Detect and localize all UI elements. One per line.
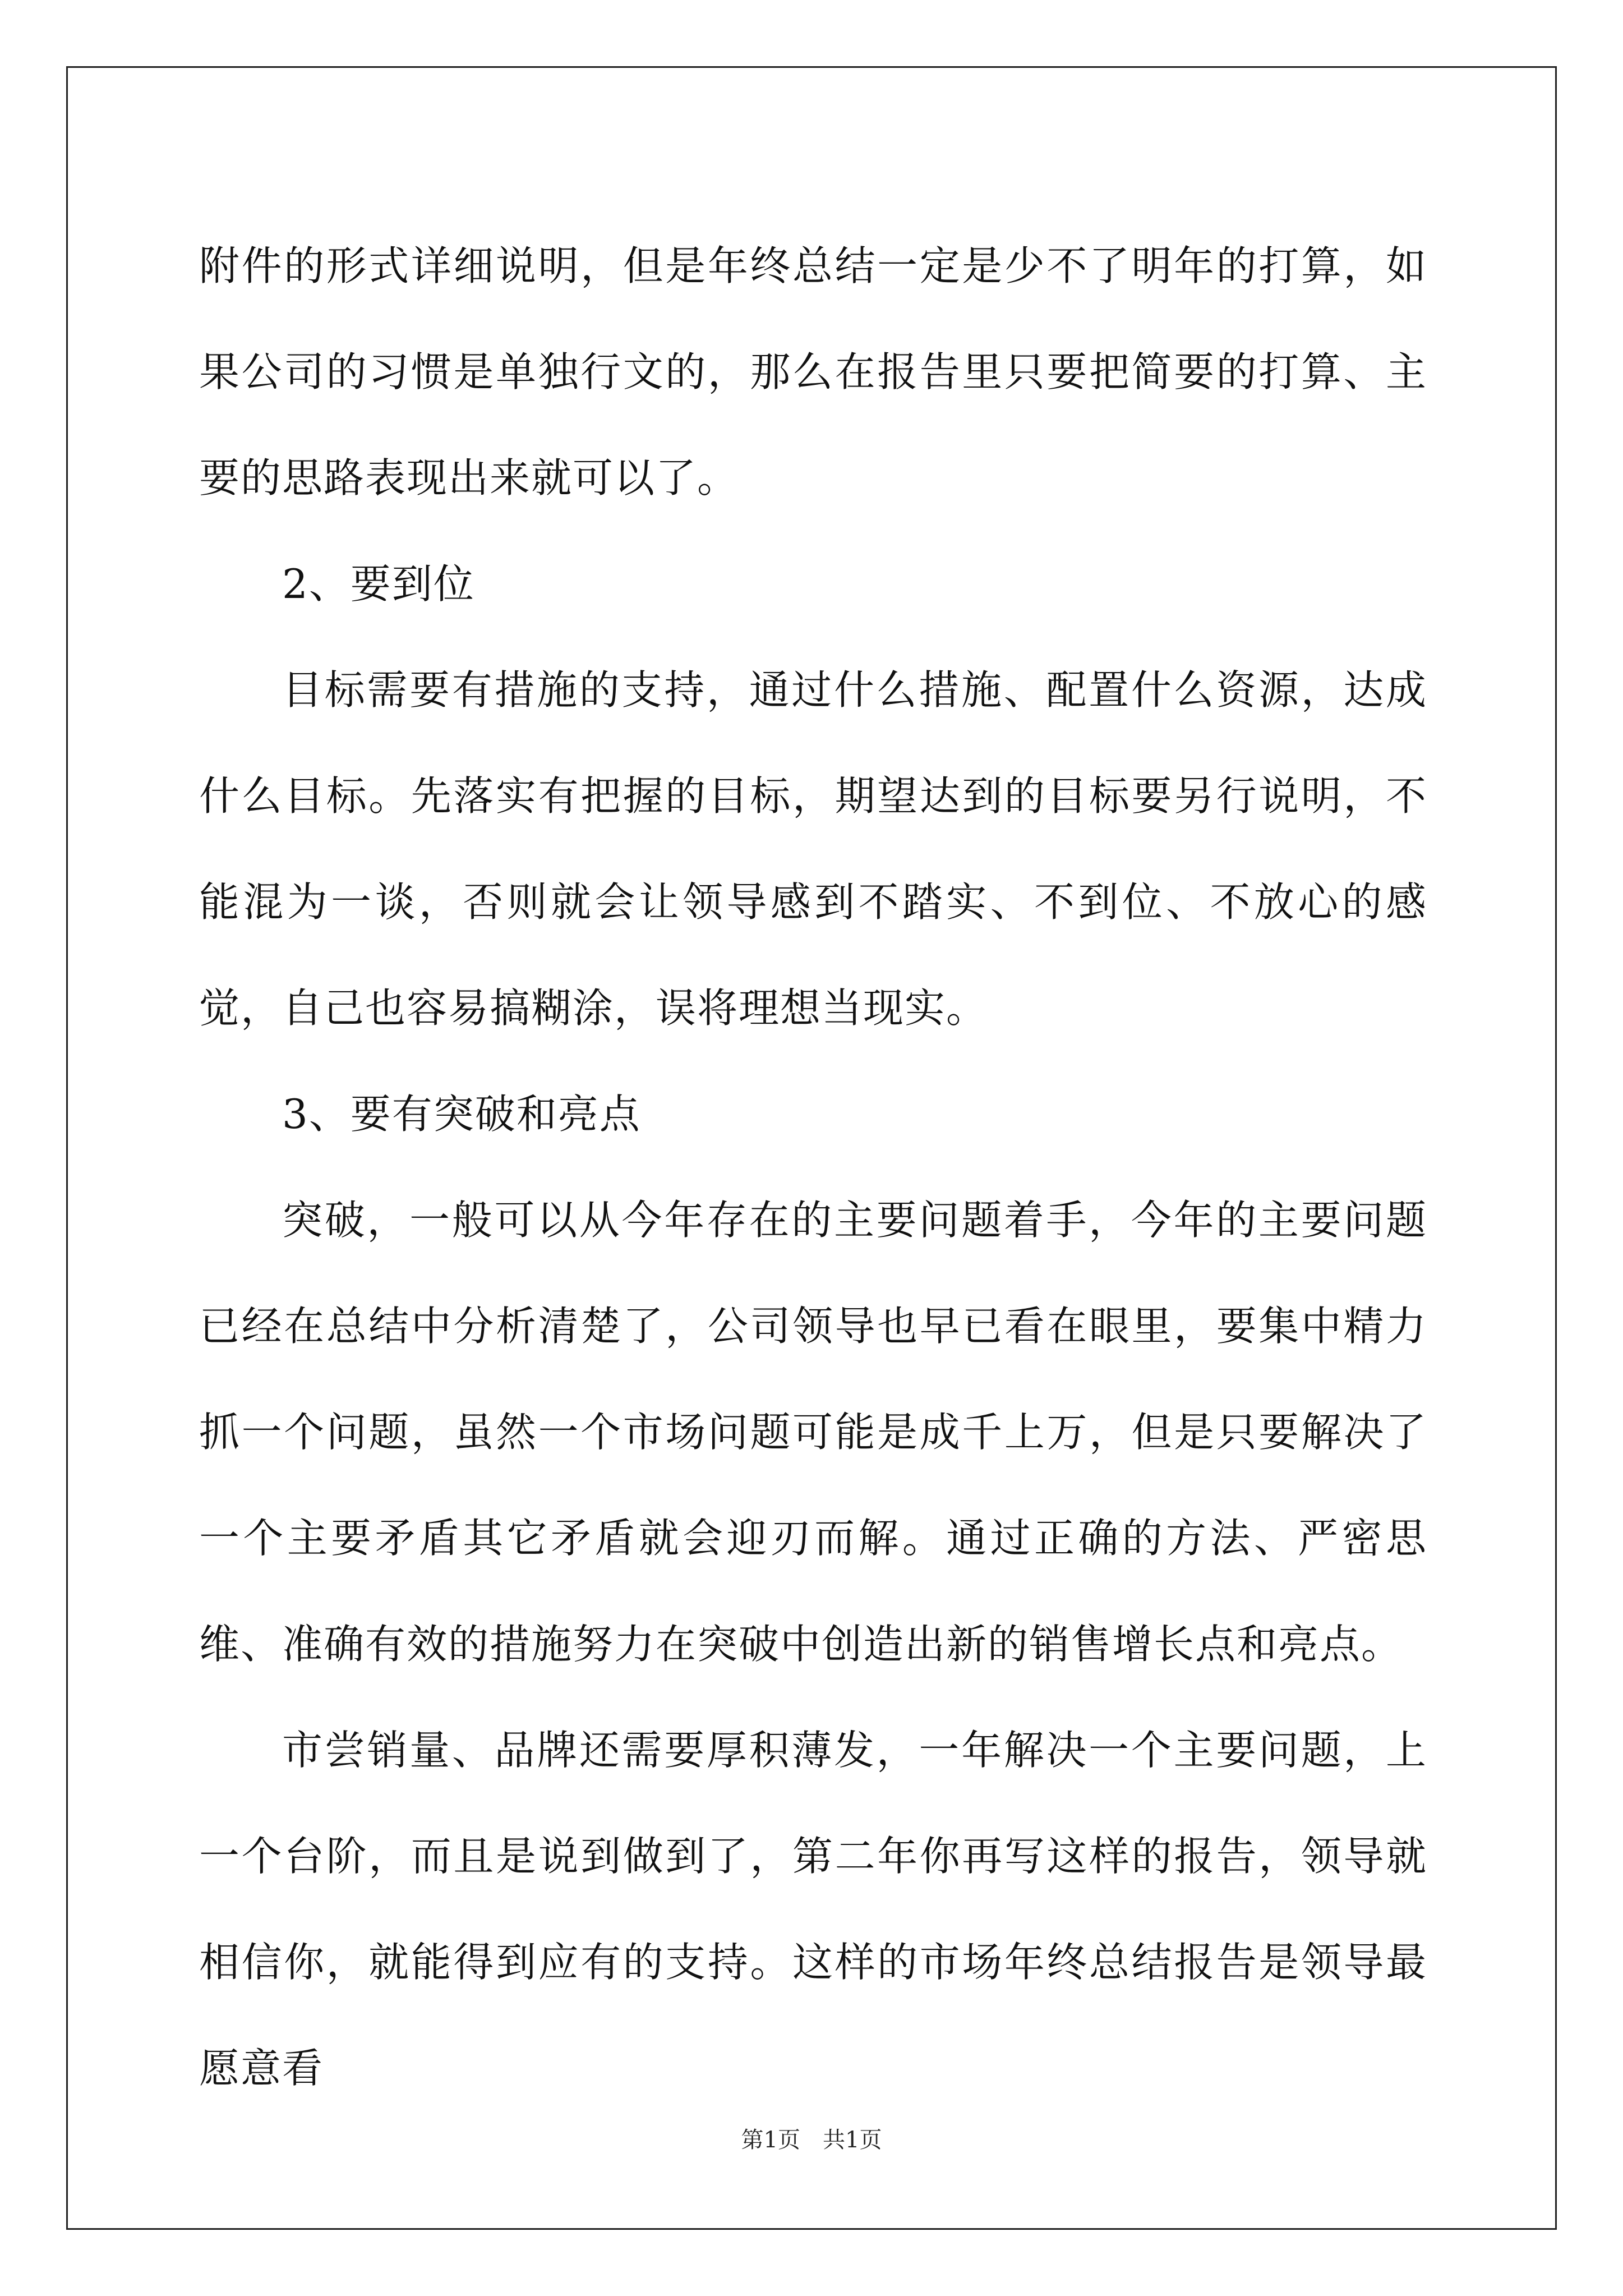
paragraph-targets: 目标需要有措施的支持，通过什么措施、配置什么资源，达成什么目标。先落实有把握的目标，期望达到的目标要另行说明，不能混为一谈，否则就会让领导感到不踏实、不到位、不放心的感觉，自己也容易搞糊涂，误将理想当现实。 — [199, 666, 1427, 1032]
heading-breakthrough: 3、要有突破和亮点 — [282, 1091, 641, 1138]
paragraph-continuation: 附件的形式详细说明，但是年终总结一定是少不了明年的打算，如果公司的习惯是单独行文的，那么在报告里只要把简要的打算、主要的思路表现出来就可以了。 — [199, 242, 1427, 501]
page-number: 第1页 共1页 — [741, 2127, 882, 2153]
heading-to-the-point: 2、要到位 — [282, 560, 475, 608]
document-body — [199, 213, 1427, 2122]
paragraph-market-sales: 市尝销量、品牌还需要厚积薄发，一年解决一个主要问题，上一个台阶，而且是说到做到了，第二年你再写这样的报告，领导就相信你，就能得到应有的支持。这样的市场年终总结报告是领导最愿意看 — [199, 1727, 1427, 2092]
paragraph-breakthrough: 突破，一般可以从今年存在的主要问题着手，今年的主要问题已经在总结中分析清楚了，公司领导也早已看在眼里，要集中精力抓一个问题，虽然一个市场问题可能是成千上万，但是只要解决了一个主要矛盾其它矛盾就会迎刃而解。通过正确的方法、严密思维、准确有效的措施努力在突破中创造出新的销售增长点和亮点。 — [199, 1197, 1427, 1668]
